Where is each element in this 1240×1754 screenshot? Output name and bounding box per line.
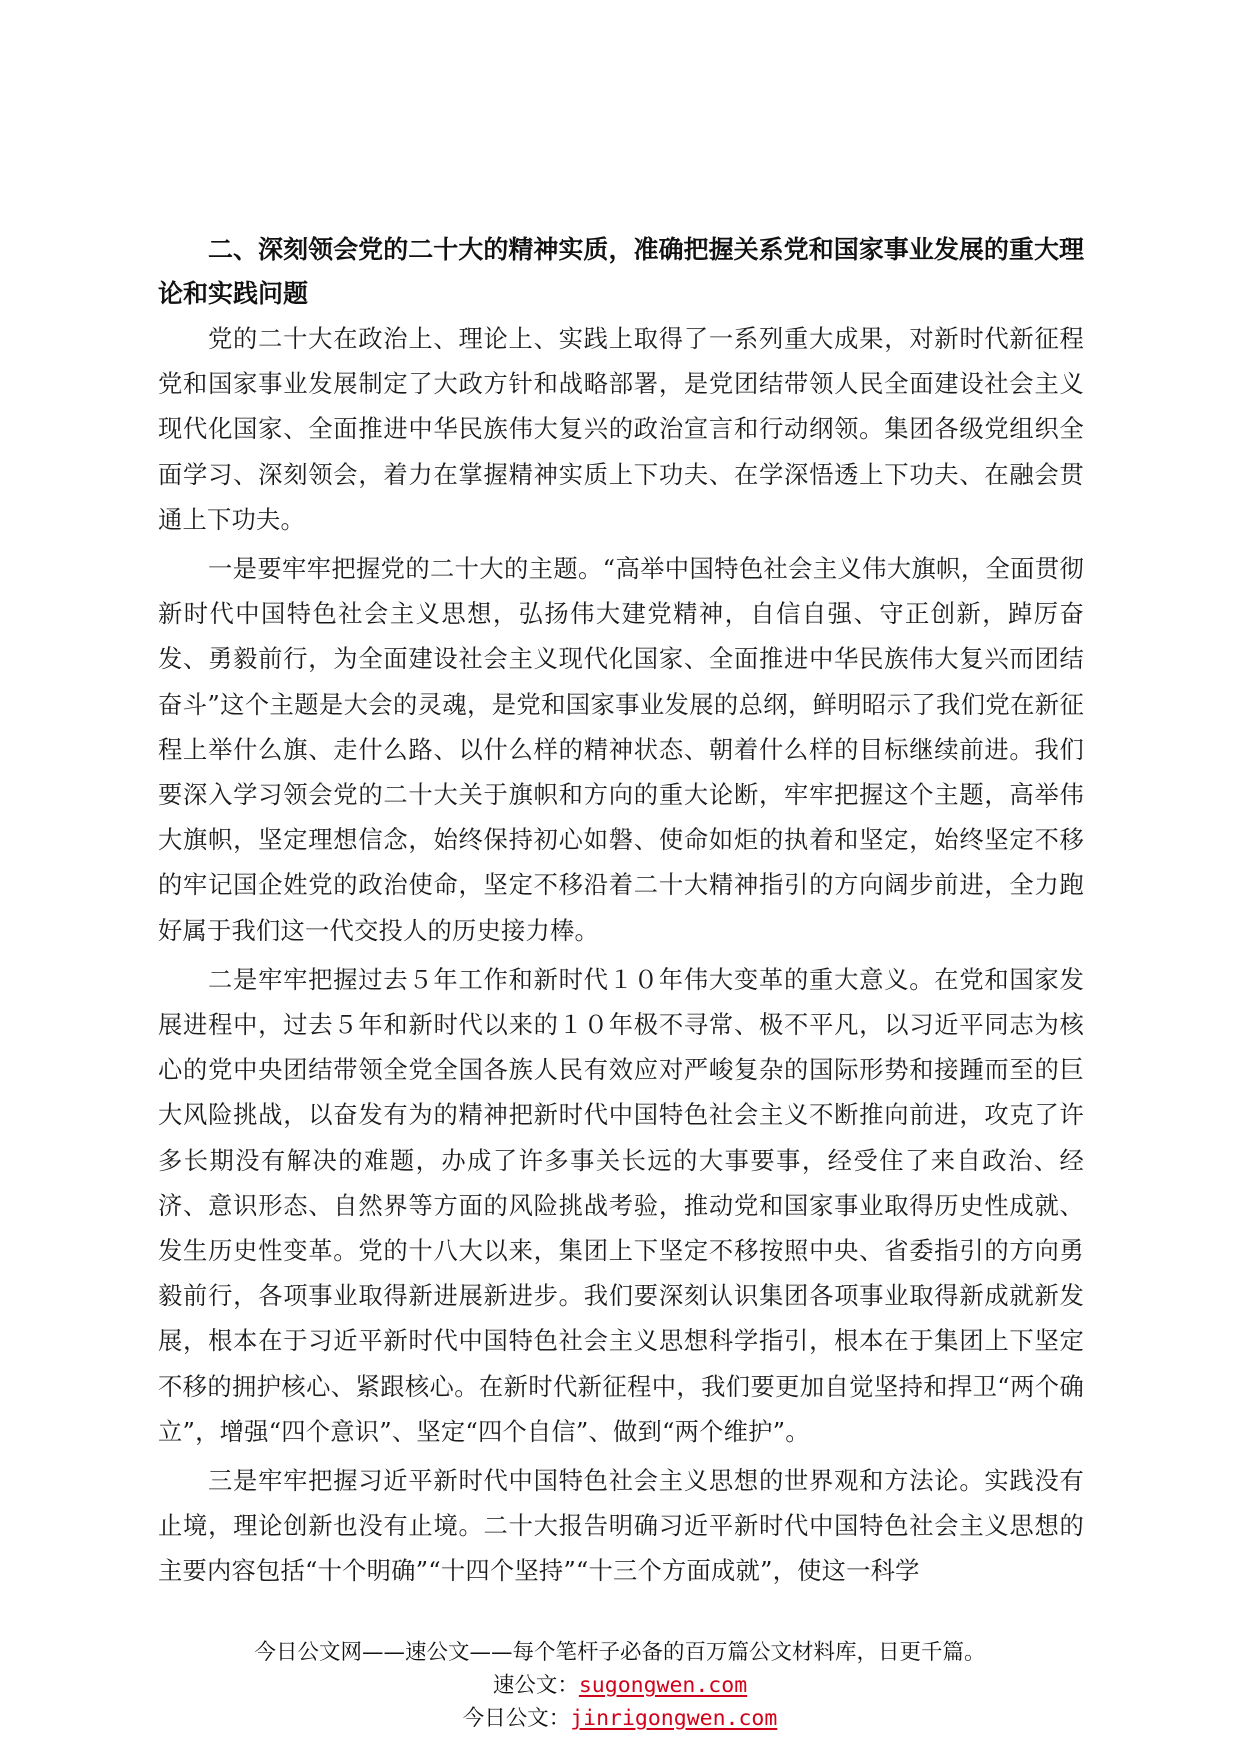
- document-body: [158, 228, 1084, 1598]
- paragraph-intro: 党的二十大在政治上、理论上、实践上取得了一系列重大成果，对新时代新征程党和国家事业发展制定了大政方针和战略部署，是党团结带领人民全面建设社会主义现代化国家、全面推进中华民族伟大复兴的政治宣言和行动纲领。集团各级党组织全面学习、深刻领会，着力在掌握精神实质上下功夫、在学深悟透上下功夫、在融会贯通上下功夫。: [158, 324, 1084, 534]
- footer-label-sugongwen: 速公文：: [492, 1673, 579, 1698]
- paragraph-point-one: 一是要牢牢把握党的二十大的主题。“高举中国特色社会主义伟大旗帜，全面贯彻新时代中国特色社会主义思想，弘扬伟大建党精神，自信自强、守正创新，踔厉奋发、勇毅前行，为全面建设社会主义现代化国家、全面推进中华民族伟大复兴而团结奋斗”这个主题是大会的灵魂，是党和国家事业发展的总纲，鲜明昭示了我们党在新征程上举什么旗、走什么路、以什么样的精神状态、朝着什么样的目标继续前进。我们要深入学习领会党的二十大关于旗帜和方向的重大论断，牢牢把握这个主题，高举伟大旗帜，坚定理想信念，始终保持初心如磐、使命如炬的执着和坚定，始终坚定不移的牢记国企姓党的政治使命，坚定不移沿着二十大精神指引的方向阔步前进，全力跑好属于我们这一代交投人的历史接力棒。: [158, 554, 1084, 945]
- sugongwen-link[interactable]: sugongwen.com: [578, 1673, 748, 1698]
- footer-label-jinrigongwen: 今日公文：: [462, 1706, 571, 1731]
- section-heading: 二、深刻领会党的二十大的精神实质，准确把握关系党和国家事业发展的重大理论和实践问题: [158, 235, 1084, 308]
- footer-line-sugongwen: [0, 1669, 1240, 1702]
- footer-slogan: 今日公文网——速公文——每个笔杆子必备的百万篇公文材料库，日更千篇。: [254, 1640, 986, 1665]
- paragraph-point-three: 三是牢牢把握习近平新时代中国特色社会主义思想的世界观和方法论。实践没有止境，理论创新也没有止境。二十大报告明确习近平新时代中国特色社会主义思想的主要内容包括“十个明确”“十四个坚持”“十三个方面成就”，使这一科学: [158, 1466, 1084, 1586]
- footer-line-jinrigongwen: [0, 1702, 1240, 1735]
- jinrigongwen-link[interactable]: jinrigongwen.com: [570, 1706, 778, 1731]
- footer: [0, 1636, 1240, 1735]
- paragraph-point-two: 二是牢牢把握过去５年工作和新时代１０年伟大变革的重大意义。在党和国家发展进程中，过去５年和新时代以来的１０年极不寻常、极不平凡，以习近平同志为核心的党中央团结带领全党全国各族人民有效应对严峻复杂的国际形势和接踵而至的巨大风险挑战，以奋发有为的精神把新时代中国特色社会主义不断推向前进，攻克了许多长期没有解决的难题，办成了许多事关长远的大事要事，经受住了来自政治、经济、意识形态、自然界等方面的风险挑战考验，推动党和国家事业取得历史性成就、发生历史性变革。党的十八大以来，集团上下坚定不移按照中央、省委指引的方向勇毅前行，各项事业取得新进展新进步。我们要深刻认识集团各项事业取得新成就新发展，根本在于习近平新时代中国特色社会主义思想科学指引，根本在于集团上下坚定不移的拥护核心、紧跟核心。在新时代新征程中，我们要更加自觉坚持和捍卫“两个确立”，增强“四个意识”、坚定“四个自信”、做到“两个维护”。: [158, 964, 1084, 1446]
